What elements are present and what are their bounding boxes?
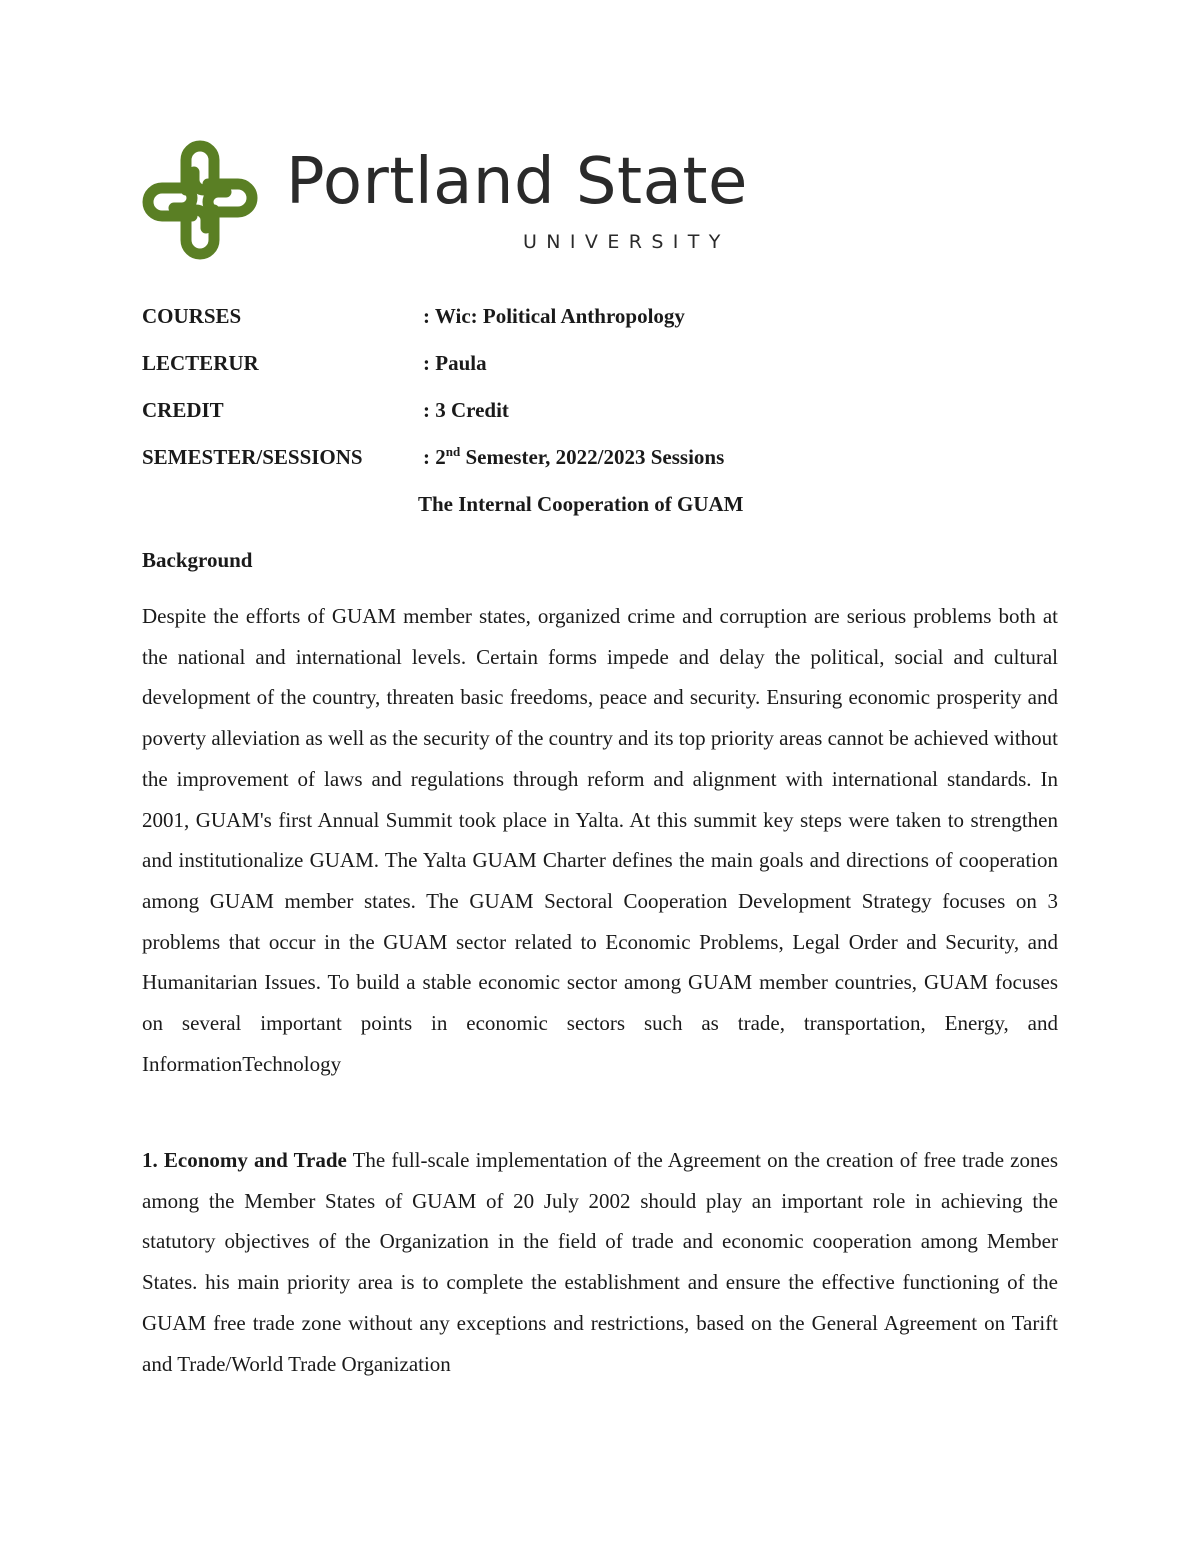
university-logo bbox=[140, 138, 750, 266]
info-label: LECTERUR bbox=[142, 351, 259, 375]
economy-trade-body: The full-scale implementation of the Agreement on the creation of free trade zones among the Member States of GUAM of 20 July 2002 should play an important role in achieving the statutory objectives of the Organization in the field of trade and economic cooperation among Member States. his main priority area is to complete the establishment and ensure the effective functioning of the GUAM free trade zone without any exceptions and restrictions, based on the General Agreement on Tarift and Trade/World Trade Organization bbox=[142, 1148, 1058, 1376]
ordinal-suffix: nd bbox=[445, 444, 461, 459]
info-value: : 3 Credit bbox=[423, 398, 509, 422]
info-label: CREDIT bbox=[142, 398, 224, 422]
university-subtitle: UNIVERSITY bbox=[523, 231, 730, 253]
economy-trade-heading: 1. Economy and Trade bbox=[142, 1148, 347, 1172]
info-value bbox=[423, 441, 724, 473]
psu-knot-icon bbox=[140, 138, 260, 262]
document-title: The Internal Cooperation of GUAM bbox=[418, 492, 744, 516]
info-value: : Wic: Political Anthropology bbox=[423, 304, 685, 328]
info-value: : Paula bbox=[423, 351, 487, 375]
info-label: COURSES bbox=[142, 304, 242, 328]
semester-number: : 2 bbox=[423, 445, 446, 469]
info-label: SEMESTER/SESSIONS bbox=[142, 445, 363, 469]
university-name: Portland State bbox=[286, 145, 748, 219]
background-paragraph: Despite the efforts of GUAM member states, organized crime and corruption are serious problems both at the national and international levels. Certain forms impede and delay the political, social and cultural development of the country, threaten basic freedoms, peace and security. Ensuring economic prosperity and poverty alleviation as well as the security of the country and its top priority areas cannot be achieved without the improvement of laws and regulations through reform and alignment with international standards. In 2001, GUAM's first Annual Summit took place in Yalta. At this summit key steps were taken to strengthen and institutionalize GUAM. The Yalta GUAM Charter defines the main goals and directions of cooperation among GUAM member states. The GUAM Sectoral Cooperation Development Strategy focuses on 3 problems that occur in the GUAM sector related to Economic Problems, Legal Order and Security, and Humanitarian Issues. To build a stable economic sector among GUAM member countries, GUAM focuses on several important points in economic sectors such as trade, transportation, Energy, and InformationTechnology bbox=[142, 604, 1058, 1076]
section-heading-background: Background bbox=[142, 548, 253, 572]
semester-text: Semester, 2022/2023 Sessions bbox=[460, 445, 725, 469]
economy-trade-paragraph bbox=[142, 1140, 1058, 1384]
